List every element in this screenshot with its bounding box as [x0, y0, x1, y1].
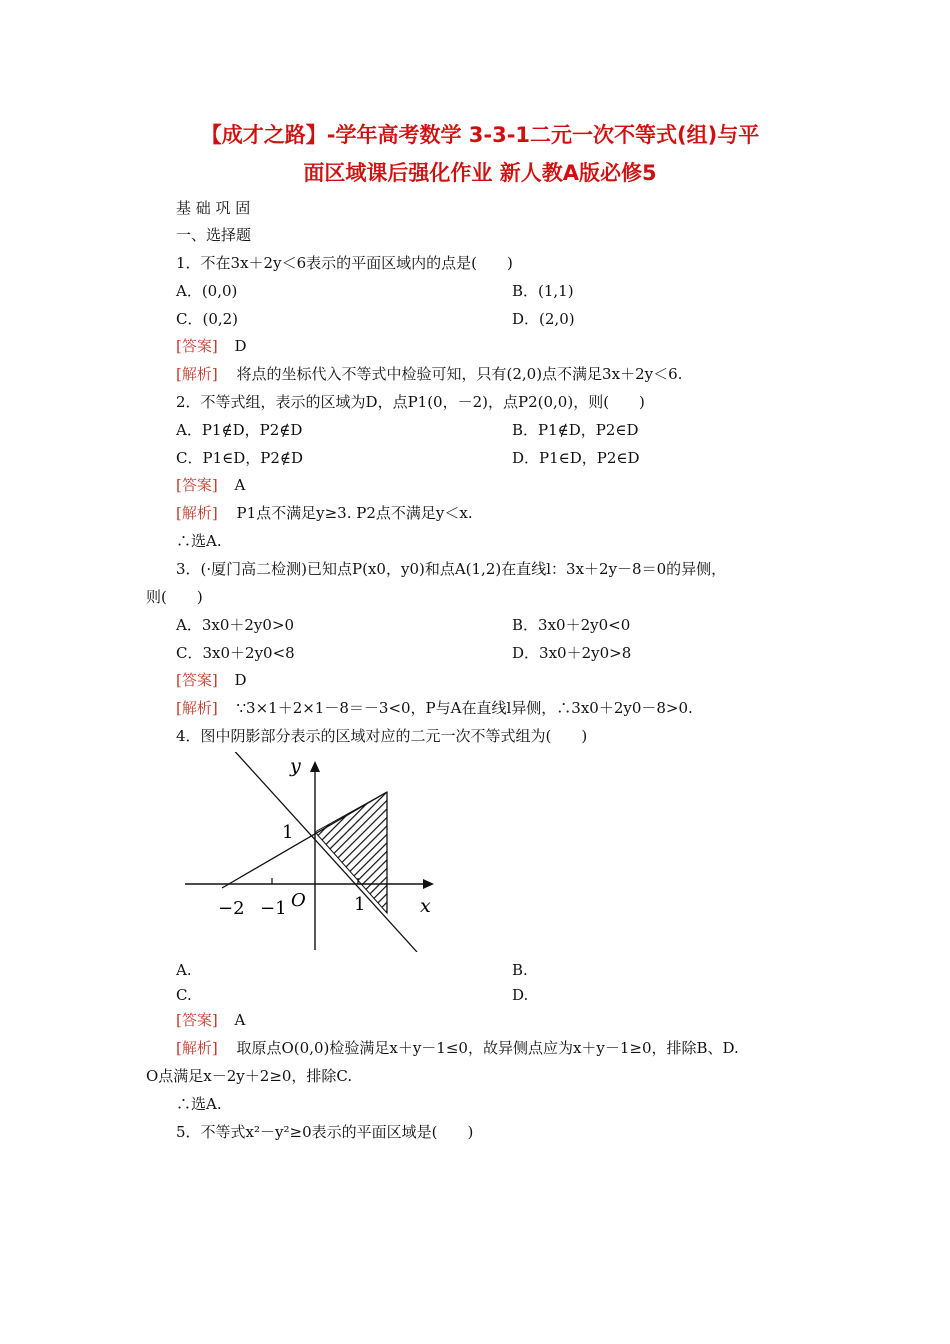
q1-answer-row	[176, 336, 247, 356]
q2-option-a: A．P1∉D，P2∉D	[176, 421, 303, 439]
q4-option-b: B.	[512, 961, 528, 979]
q3-option-c: C．3x0＋2y0<8	[176, 644, 295, 662]
q3-option-d: D．3x0＋2y0>8	[512, 644, 632, 662]
q1-analysis: 将点的坐标代入不等式中检验可知，只有(2,0)点不满足3x＋2y＜6.	[236, 365, 683, 383]
q4-option-c: C.	[176, 986, 192, 1004]
answer-tag: [答案]	[176, 476, 218, 494]
analysis-tag: [解析]	[176, 1039, 218, 1057]
q3-analysis: ∵3×1＋2×1－8＝－3<0，P与A在直线l异侧，∴3x0＋2y0－8>0.	[236, 699, 693, 717]
q4-option-a: A.	[176, 961, 192, 979]
q4-conclusion: ∴选A.	[176, 1095, 222, 1113]
answer-tag: [答案]	[176, 671, 218, 689]
q3-answer: D	[234, 671, 247, 689]
q2-option-b: B．P1∉D，P2∈D	[512, 421, 639, 439]
answer-tag: [答案]	[176, 1011, 218, 1029]
q4-analysis-row	[176, 1038, 739, 1058]
q4-analysis-line2: O点满足x－2y＋2≥0，排除C.	[146, 1067, 353, 1085]
q2-option-c: C．P1∈D，P2∉D	[176, 449, 304, 467]
q2-analysis-row	[176, 503, 473, 523]
q3-answer-row	[176, 670, 247, 690]
document-title-line2: 面区域课后强化作业 新人教A版必修5	[303, 161, 657, 185]
y-axis-label: y	[290, 755, 301, 777]
x-tick-label-1: 1	[354, 894, 366, 915]
y-axis-arrow	[310, 761, 320, 772]
q2-analysis: P1点不满足y≥3. P2点不满足y＜x.	[236, 504, 473, 522]
x-tick-label-minus-2: −2	[218, 898, 245, 919]
q1-option-d: D．(2,0)	[512, 310, 575, 328]
x-tick-label-minus-1: −1	[260, 898, 287, 919]
q4-stem: 4．图中阴影部分表示的区域对应的二元一次不等式组为( )	[176, 727, 588, 745]
q5-stem: 5．不等式x²－y²≥0表示的平面区域是( )	[176, 1123, 474, 1141]
q1-option-b: B．(1,1)	[512, 282, 574, 300]
subsection-heading: 一、选择题	[176, 226, 252, 244]
document-title-line1: 【成才之路】-学年高考数学 3-3-1二元一次不等式(组)与平	[200, 123, 760, 147]
q1-option-c: C．(0,2)	[176, 310, 239, 328]
q4-region-figure	[180, 752, 442, 952]
q1-analysis-row	[176, 364, 682, 384]
q2-option-d: D．P1∈D，P2∈D	[512, 449, 640, 467]
x-axis-arrow	[423, 879, 434, 889]
q3-analysis-row	[176, 698, 693, 718]
q2-stem: 2．不等式组，表示的区域为D，点P1(0，－2)，点P2(0,0)，则( )	[176, 393, 645, 411]
q3-option-a: A．3x0＋2y0>0	[176, 616, 295, 634]
boundary-line-1	[230, 752, 417, 952]
q1-answer: D	[234, 337, 247, 355]
q3-option-b: B．3x0＋2y0<0	[512, 616, 631, 634]
x-axis-label: x	[420, 895, 431, 917]
q1-option-a: A．(0,0)	[176, 282, 238, 300]
section-heading: 基 础 巩 固	[176, 199, 251, 217]
y-tick-label-1: 1	[282, 822, 294, 843]
q2-conclusion: ∴选A.	[176, 532, 222, 550]
q2-answer: A	[234, 476, 246, 494]
answer-tag: [答案]	[176, 337, 218, 355]
analysis-tag: [解析]	[176, 699, 218, 717]
q4-option-d: D.	[512, 986, 529, 1004]
q4-answer: A	[234, 1011, 246, 1029]
analysis-tag: [解析]	[176, 504, 218, 522]
q3-stem-line1: 3．(·厦门高二检测)已知点P(x0，y0)和点A(1,2)在直线l：3x＋2y－8＝0的异侧，	[176, 560, 727, 578]
q4-analysis-line1: 取原点O(0,0)检验满足x＋y－1≤0，故异侧点应为x＋y－1≥0，排除B、D.	[236, 1039, 739, 1057]
q4-answer-row	[176, 1010, 245, 1030]
origin-label: O	[291, 890, 306, 911]
q2-answer-row	[176, 475, 245, 495]
q3-stem-line2: 则( )	[146, 588, 203, 606]
analysis-tag: [解析]	[176, 365, 218, 383]
q1-stem: 1．不在3x＋2y＜6表示的平面区域内的点是( )	[176, 254, 513, 272]
